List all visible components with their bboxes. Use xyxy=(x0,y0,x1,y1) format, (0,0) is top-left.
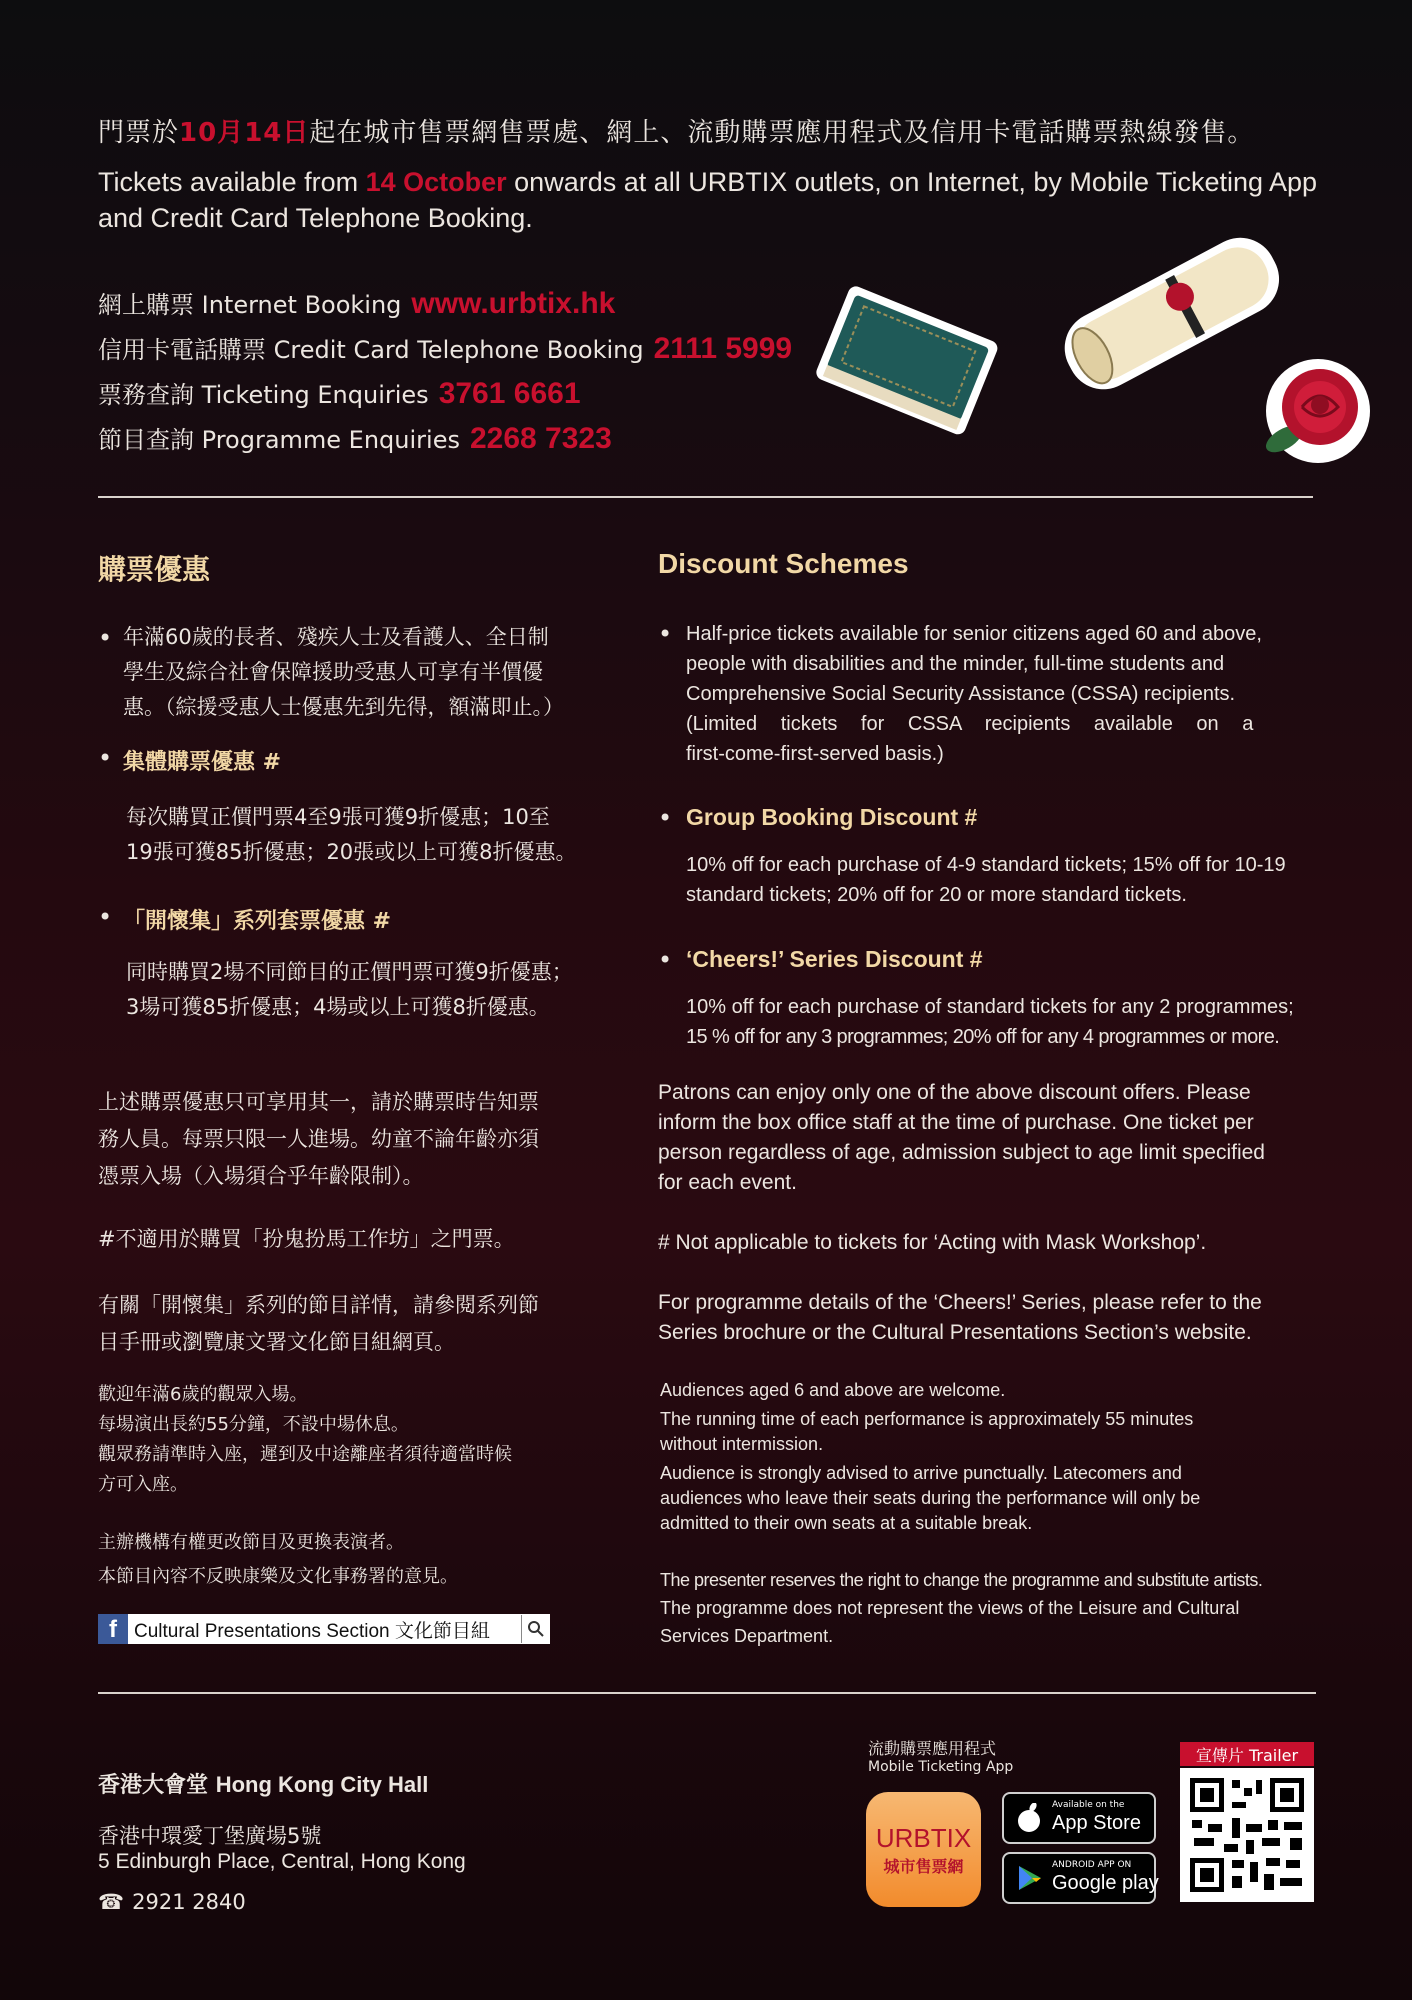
sale-date-zh: 10月14日 xyxy=(179,118,310,148)
apple-icon xyxy=(1016,1803,1044,1833)
audience-zh: 歡迎年滿6歲的觀眾入場。 每場演出長約55分鐘，不設中場休息。 觀眾務請準時入座，遲到及中途離座者須待適當時候 方可入座。 xyxy=(98,1384,512,1495)
phone-icon: ☎ xyxy=(98,1890,125,1914)
divider-top xyxy=(98,496,1313,498)
group-discount-title-zh: 集體購票優惠 # xyxy=(123,750,282,775)
rose-illustration xyxy=(1262,355,1374,467)
facebook-icon: f xyxy=(98,1614,128,1644)
group-discount-title-en: Group Booking Discount # xyxy=(686,804,978,830)
series-discount-text-en: 10% off for each purchase of standard tickets for any 2 programmes; 15 % off for any 3 programmes; 20% off for any 4 programmes or more. xyxy=(686,996,1294,1048)
series-discount-title-en: ‘Cheers!’ Series Discount # xyxy=(686,946,983,972)
mobile-app-label: 流動購票應用程式 Mobile Ticketing App xyxy=(868,1739,1014,1775)
trailer-label: 宣傳片 Trailer xyxy=(1180,1742,1314,1766)
sale-date-en: 14 October xyxy=(365,167,507,197)
note-en: Patrons can enjoy only one of the above discount offers. Please inform the box office staff at the time of purchase. One ticket per person regardless of age, admission subject to age limit specified for each event. xyxy=(658,1081,1265,1194)
urbtix-app-icon[interactable]: URBTIX 城市售票網 xyxy=(866,1792,981,1907)
bullet: • xyxy=(658,804,673,832)
bullet: • xyxy=(98,744,113,772)
group-discount-text-en: 10% off for each purchase of 4-9 standard tickets; 15% off for 10-19 standard tickets; 20% off for 20 or more standard tickets. xyxy=(686,854,1286,906)
facebook-search-bar[interactable] xyxy=(98,1614,550,1644)
not-applicable-en: # Not applicable to tickets for ‘Acting with Mask Workshop’. xyxy=(658,1231,1207,1254)
details-zh: 有關「開懷集」系列的節目詳情，請參閱系列節 目手冊或瀏覽康文署文化節目組網頁。 xyxy=(98,1293,539,1354)
bullet: • xyxy=(658,946,673,974)
half-price-zh: 年滿60歲的長者、殘疾人士及看護人、全日制 學生及綜合社會保障援助受惠人可享有半價優 惠。（綜援受惠人士優惠先到先得，額滿即止。） xyxy=(123,625,564,719)
divider-bottom xyxy=(98,1692,1316,1694)
contact-internet: 網上購票 Internet Booking www.urbtix.hk xyxy=(98,287,616,320)
header-zh: 門票於10月14日起在城市售票網售票處、網上、流動購票應用程式及信用卡電話購票熱線發售。 xyxy=(98,118,1255,148)
presenter-en: The presenter reserves the right to change the programme and substitute artists. The programme does not represent the views of the Leisure and Cultural Services Department. xyxy=(660,1570,1263,1646)
google-play-button[interactable]: ANDROID APP ON Google play xyxy=(1002,1852,1156,1904)
details-en: For programme details of the ‘Cheers!’ Series, please refer to the Series brochure or the Cultural Presentations Section’s website. xyxy=(658,1291,1262,1344)
bullet: • xyxy=(658,620,673,648)
venue-address-zh: 香港中環愛丁堡廣場5號 xyxy=(98,1824,322,1848)
ticketing-phone: 3761 6661 xyxy=(438,377,581,410)
presenter-zh: 主辦機構有權更改節目及更換表演者。 本節目內容不反映康樂及文化事務署的意見。 xyxy=(98,1532,458,1587)
app-store-button[interactable]: Available on the App Store xyxy=(1002,1792,1156,1844)
bullet: • xyxy=(98,903,113,931)
venue-name: 香港大會堂 Hong Kong City Hall xyxy=(98,1772,429,1798)
header-en: Tickets available from 14 October onwards at all URBTIX outlets, on Internet, by Mobile Ticketing App and Credit Card Telephone Booking. xyxy=(98,167,1318,233)
internet-booking-link[interactable]: www.urbtix.hk xyxy=(411,287,616,320)
venue-phone: ☎ 2921 2840 xyxy=(98,1890,246,1914)
contact-ticketing: 票務查詢 Ticketing Enquiries 3761 6661 xyxy=(98,377,581,410)
venue-address-en: 5 Edinburgh Place, Central, Hong Kong xyxy=(98,1850,466,1873)
half-price-en: Half-price tickets available for senior citizens aged 60 and above, people with disabilities and the minder, full-time students and Comprehensive Social Security Assistance (CSSA) recipients. (Limited tickets for CSSA recipients available on a first-come-first-served basis.) xyxy=(686,623,1262,765)
facebook-page-label: Cultural Presentations Section 文化節目組 xyxy=(134,1620,490,1642)
discount-heading-en: Discount Schemes xyxy=(658,548,909,579)
google-play-icon xyxy=(1016,1864,1044,1892)
book-illustration xyxy=(805,270,1005,460)
scroll-illustration xyxy=(1040,215,1300,405)
series-discount-title-zh: 「開懷集」系列套票優惠 # xyxy=(123,909,392,934)
search-icon[interactable] xyxy=(521,1615,550,1643)
trailer-qr-code[interactable] xyxy=(1180,1768,1314,1902)
bullet: • xyxy=(98,624,113,652)
contact-credit-card: 信用卡電話購票 Credit Card Telephone Booking 2111 5999 xyxy=(98,332,793,365)
credit-card-phone: 2111 5999 xyxy=(653,332,793,365)
audience-en: Audiences aged 6 and above are welcome. The running time of each performance is approximately 55 minutes without intermission. Audience is strongly advised to arrive punctually. Latecomers and audiences who leave their seats during the performance will only be admitted to their own seats at a suitable break. xyxy=(660,1380,1201,1533)
discount-heading-zh: 購票優惠 xyxy=(98,553,211,586)
not-applicable-zh: #不適用於購買「扮鬼扮馬工作坊」之門票。 xyxy=(98,1227,515,1251)
group-discount-text-zh: 每次購買正價門票4至9張可獲9折優惠；10至 19張可獲85折優惠；20張或以上可獲8折優惠。 xyxy=(126,805,577,864)
series-discount-text-zh: 同時購買2場不同節目的正價門票可獲9折優惠； 3場可獲85折優惠；4場或以上可獲8折優惠。 xyxy=(126,960,573,1019)
contact-programme: 節目查詢 Programme Enquiries 2268 7323 xyxy=(98,422,612,455)
programme-phone: 2268 7323 xyxy=(469,422,612,455)
note-zh: 上述購票優惠只可享用其一，請於購票時告知票 務人員。每票只限一人進場。幼童不論年齡亦須 憑票入場（入場須合乎年齡限制）。 xyxy=(98,1090,539,1188)
